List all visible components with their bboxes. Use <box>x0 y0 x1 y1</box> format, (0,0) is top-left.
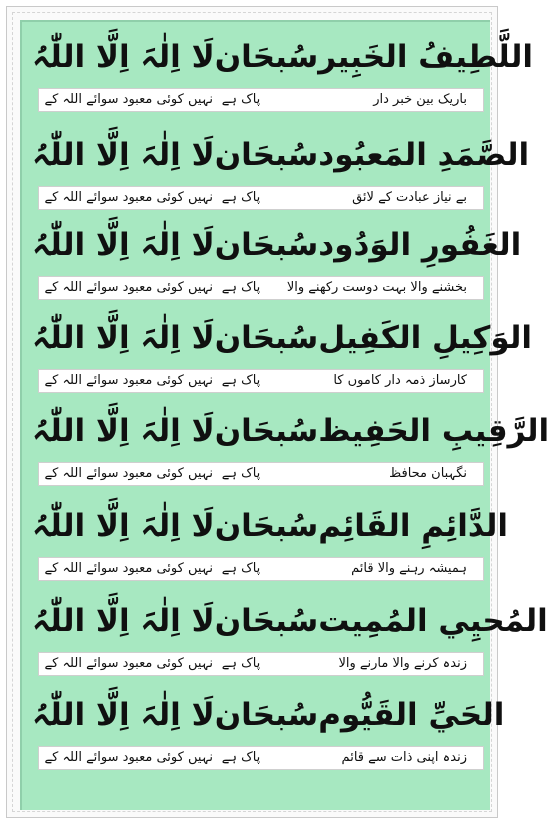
subhan-text: سُبحَان <box>214 320 319 356</box>
arabic-line <box>32 686 505 744</box>
translation-phrase: نہیں کوئی معبود سوائے اللہ کے <box>44 561 213 576</box>
subhan-text: سُبحَان <box>214 39 319 75</box>
arabic-line <box>32 497 508 555</box>
subhan-text: سُبحَان <box>214 413 319 449</box>
translation-strip <box>38 652 484 676</box>
translation-pak: پاک ہے <box>221 373 261 388</box>
divine-names: الحَيِّ القَيُّوم <box>318 697 505 733</box>
translation-strip <box>38 557 484 581</box>
divine-names: الرَّقِيبِ الحَفِيظ <box>318 413 549 449</box>
translation-pak: پاک ہے <box>221 190 261 205</box>
translation-meaning: زندہ کرنے والا مارنے والا <box>338 656 467 671</box>
translation-pak: پاک ہے <box>221 466 261 481</box>
translation-pak: پاک ہے <box>221 750 261 765</box>
translation-meaning: بے نیاز عبادت کے لائق <box>352 190 467 205</box>
translation-strip <box>38 88 484 112</box>
arabic-line <box>32 592 548 650</box>
translation-strip <box>38 276 484 300</box>
translation-phrase: نہیں کوئی معبود سوائے اللہ کے <box>44 373 213 388</box>
kalima-text: لَا اِلٰہَ اِلَّا اللّٰہُ <box>32 508 215 544</box>
subhan-text: سُبحَان <box>214 227 319 263</box>
translation-pak: پاک ہے <box>221 656 261 671</box>
arabic-line <box>32 28 533 86</box>
kalima-text: لَا اِلٰہَ اِلَّا اللّٰہُ <box>32 697 215 733</box>
translation-pak: پاک ہے <box>221 280 261 295</box>
kalima-text: لَا اِلٰہَ اِلَّا اللّٰہُ <box>32 227 215 263</box>
translation-meaning: باریک بین خبر دار <box>373 92 467 107</box>
divine-names: الصَّمَدِ المَعبُود <box>318 137 530 173</box>
translation-phrase: نہیں کوئی معبود سوائے اللہ کے <box>44 750 213 765</box>
kalima-text: لَا اِلٰہَ اِلَّا اللّٰہُ <box>32 320 215 356</box>
divine-names: الوَكِيلِ الكَفِيل <box>318 320 533 356</box>
subhan-text: سُبحَان <box>214 508 319 544</box>
translation-phrase: نہیں کوئی معبود سوائے اللہ کے <box>44 656 213 671</box>
subhan-text: سُبحَان <box>214 603 319 639</box>
arabic-line <box>32 309 533 367</box>
translation-strip <box>38 462 484 486</box>
translation-phrase: نہیں کوئی معبود سوائے اللہ کے <box>44 280 213 295</box>
kalima-text: لَا اِلٰہَ اِلَّا اللّٰہُ <box>32 413 215 449</box>
subhan-text: سُبحَان <box>214 697 319 733</box>
translation-phrase: نہیں کوئی معبود سوائے اللہ کے <box>44 190 213 205</box>
translation-strip <box>38 746 484 770</box>
translation-pak: پاک ہے <box>221 561 261 576</box>
kalima-text: لَا اِلٰہَ اِلَّا اللّٰہُ <box>32 39 215 75</box>
translation-meaning: زندہ اپنی ذات سے قائم <box>341 750 467 765</box>
divine-names: الدَّائِمِ القَائِم <box>318 508 508 544</box>
divine-names: اللَّطِيفُ الخَبِير <box>318 39 533 75</box>
translation-strip <box>38 369 484 393</box>
names-panel <box>20 20 549 810</box>
translation-meaning: کارساز ذمہ دار کاموں کا <box>333 373 467 388</box>
kalima-text: لَا اِلٰہَ اِلَّا اللّٰہُ <box>32 137 215 173</box>
arabic-line <box>32 126 530 184</box>
translation-phrase: نہیں کوئی معبود سوائے اللہ کے <box>44 466 213 481</box>
kalima-text: لَا اِلٰہَ اِلَّا اللّٰہُ <box>32 603 215 639</box>
divine-names: المُحيِي المُمِيت <box>318 603 548 639</box>
translation-meaning: ہمیشہ رہنے والا قائم <box>351 561 467 576</box>
subhan-text: سُبحَان <box>214 137 319 173</box>
arabic-line <box>32 402 549 460</box>
translation-strip <box>38 186 484 210</box>
translation-meaning: بخشنے والا بہت دوست رکھنے والا <box>286 280 467 295</box>
arabic-line <box>32 216 522 274</box>
translation-pak: پاک ہے <box>221 92 261 107</box>
divine-names: الغَفُورِ الوَدُود <box>318 227 522 263</box>
translation-phrase: نہیں کوئی معبود سوائے اللہ کے <box>44 92 213 107</box>
translation-meaning: نگہبان محافظ <box>389 466 467 481</box>
